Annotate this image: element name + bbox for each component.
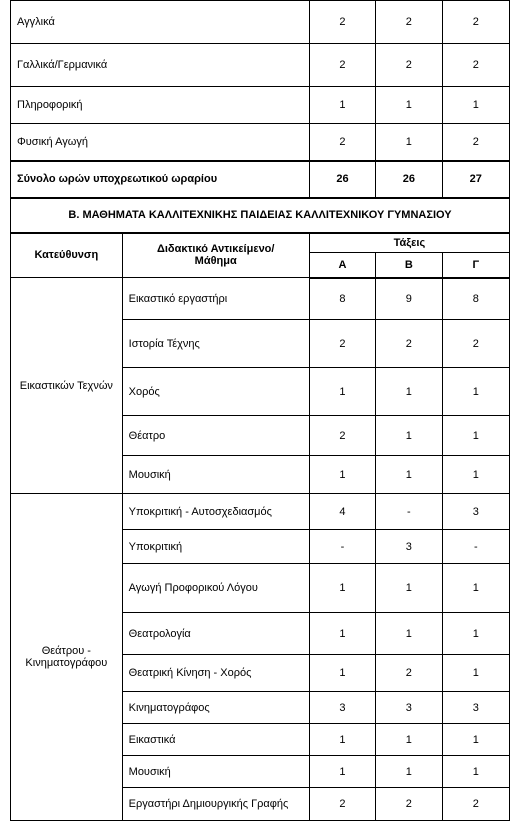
- header-row: [11, 233, 510, 253]
- class-b-cell: 1: [376, 416, 442, 456]
- class-a-cell: 1: [309, 87, 375, 124]
- class-a-cell: 2: [309, 320, 375, 368]
- table-row: [11, 44, 510, 87]
- class-c-cell: 2: [442, 44, 509, 87]
- class-b-cell: 1: [376, 756, 442, 788]
- total-c: 27: [442, 161, 509, 198]
- total-row: [11, 161, 510, 198]
- class-a-cell: 1: [309, 724, 375, 756]
- section-title: Β. ΜΑΘΗΜΑΤΑ ΚΑΛΛΙΤΕΧΝΙΚΗΣ ΠΑΙΔΕΙΑΣ ΚΑΛΛΙΤΕΧΝΙΚΟΥ ΓΥΜΝΑΣΙΟΥ: [11, 198, 510, 233]
- class-b-cell: 2: [376, 44, 442, 87]
- class-a-cell: 2: [309, 124, 375, 161]
- subject-cell: Θέατρο: [122, 416, 309, 456]
- class-c-cell: 1: [442, 368, 509, 416]
- direction-cell: Εικαστικών Τεχνών: [11, 278, 123, 494]
- class-b-cell: 2: [376, 320, 442, 368]
- class-c-cell: -: [442, 530, 509, 564]
- subject-cell: Θεατρολογία: [122, 613, 309, 655]
- class-a-cell: -: [309, 530, 375, 564]
- class-c-cell: 3: [442, 494, 509, 530]
- table-row: [11, 1, 510, 44]
- subject-cell: Εργαστήρι Δημιουργικής Γραφής: [122, 788, 309, 821]
- class-a-header: Α: [309, 253, 375, 278]
- class-a-cell: 2: [309, 416, 375, 456]
- total-label: Σύνολο ωρών υποχρεωτικού ωραρίου: [11, 161, 310, 198]
- total-b: 26: [376, 161, 442, 198]
- table-row: [11, 124, 510, 161]
- class-b-cell: 1: [376, 724, 442, 756]
- subject-cell: Κινηματογράφος: [122, 692, 309, 724]
- class-b-cell: -: [376, 494, 442, 530]
- subject-cell: Ιστορία Τέχνης: [122, 320, 309, 368]
- class-a-cell: 1: [309, 756, 375, 788]
- class-b-header: Β: [376, 253, 442, 278]
- class-c-cell: 1: [442, 87, 509, 124]
- class-a-cell: 1: [309, 613, 375, 655]
- class-a-cell: 4: [309, 494, 375, 530]
- class-c-cell: 2: [442, 320, 509, 368]
- class-c-cell: 1: [442, 564, 509, 613]
- classes-header: Τάξεις: [309, 233, 509, 253]
- class-b-cell: 3: [376, 530, 442, 564]
- class-c-cell: 2: [442, 1, 509, 44]
- subject-header: [122, 233, 309, 278]
- class-b-cell: 1: [376, 456, 442, 494]
- class-c-cell: 2: [442, 788, 509, 821]
- class-c-cell: 3: [442, 692, 509, 724]
- direction-line1: Θεάτρου -: [41, 645, 91, 657]
- class-a-cell: 3: [309, 692, 375, 724]
- class-c-cell: 2: [442, 124, 509, 161]
- class-c-cell: 1: [442, 416, 509, 456]
- subject-cell: Υποκριτική - Αυτοσχεδιασμός: [122, 494, 309, 530]
- class-c-cell: 1: [442, 456, 509, 494]
- class-b-cell: 1: [376, 564, 442, 613]
- class-c-cell: 1: [442, 756, 509, 788]
- table-row: [11, 494, 510, 530]
- class-b-cell: 2: [376, 655, 442, 692]
- class-a-cell: 1: [309, 655, 375, 692]
- class-a-cell: 2: [309, 44, 375, 87]
- curriculum-table: [10, 0, 510, 821]
- class-b-cell: 1: [376, 368, 442, 416]
- class-a-cell: 8: [309, 278, 375, 320]
- subject-cell: Εικαστικά: [122, 724, 309, 756]
- class-b-cell: 2: [376, 1, 442, 44]
- subject-cell: Αγγλικά: [11, 1, 310, 44]
- class-b-cell: 1: [376, 613, 442, 655]
- class-a-cell: 1: [309, 564, 375, 613]
- direction-line2: Κινηματογράφου: [25, 657, 108, 669]
- class-b-cell: 2: [376, 788, 442, 821]
- class-b-cell: 1: [376, 124, 442, 161]
- table-row: [11, 278, 510, 320]
- subject-cell: Φυσική Αγωγή: [11, 124, 310, 161]
- class-b-cell: 3: [376, 692, 442, 724]
- subject-header-line2: Μάθημα: [194, 255, 237, 268]
- subject-cell: Μουσική: [122, 756, 309, 788]
- class-b-cell: 1: [376, 87, 442, 124]
- direction-cell: [11, 494, 123, 821]
- class-c-header: Γ: [442, 253, 509, 278]
- subject-cell: Μουσική: [122, 456, 309, 494]
- class-b-cell: 9: [376, 278, 442, 320]
- section-title-row: [11, 198, 510, 233]
- direction-header: Κατεύθυνση: [11, 233, 123, 278]
- subject-cell: Χορός: [122, 368, 309, 416]
- subject-cell: Αγωγή Προφορικού Λόγου: [122, 564, 309, 613]
- total-a: 26: [309, 161, 375, 198]
- class-c-cell: 1: [442, 724, 509, 756]
- subject-header-line1: Διδακτικό Αντικείμενο/: [156, 243, 275, 256]
- subject-cell: Γαλλικά/Γερμανικά: [11, 44, 310, 87]
- subject-cell: Υποκριτική: [122, 530, 309, 564]
- subject-cell: Πληροφορική: [11, 87, 310, 124]
- class-c-cell: 8: [442, 278, 509, 320]
- class-a-cell: 1: [309, 456, 375, 494]
- subject-cell: Θεατρική Κίνηση - Χορός: [122, 655, 309, 692]
- table-row: [11, 87, 510, 124]
- class-c-cell: 1: [442, 613, 509, 655]
- subject-cell: Εικαστικό εργαστήρι: [122, 278, 309, 320]
- class-a-cell: 1: [309, 368, 375, 416]
- class-a-cell: 2: [309, 788, 375, 821]
- class-c-cell: 1: [442, 655, 509, 692]
- class-a-cell: 2: [309, 1, 375, 44]
